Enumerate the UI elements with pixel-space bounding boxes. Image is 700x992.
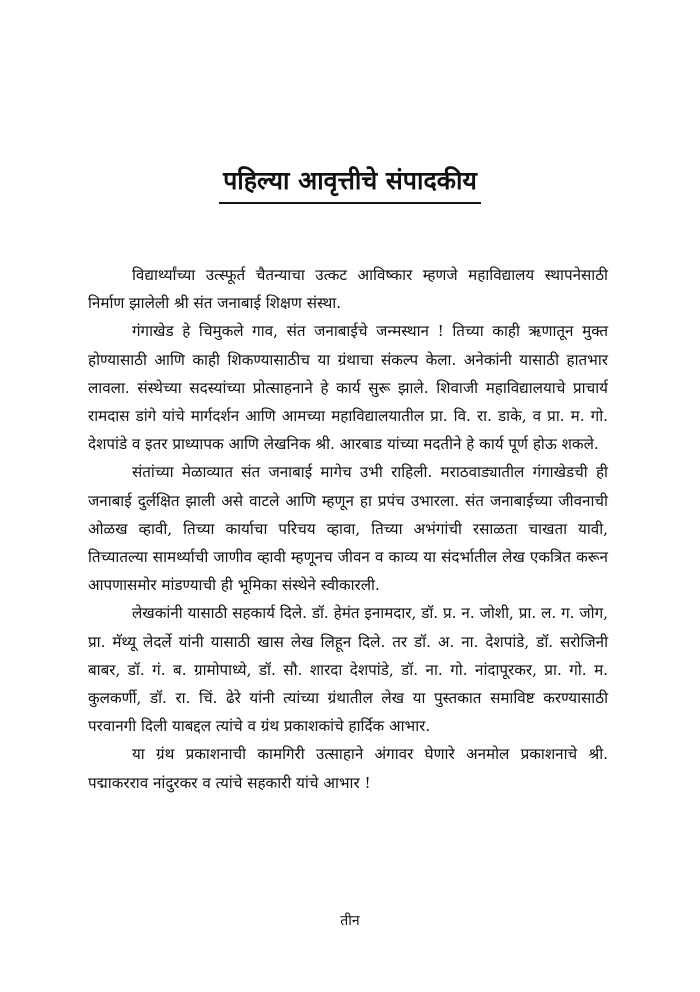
page-number: तीन — [340, 913, 360, 929]
paragraph-1: विद्यार्थ्यांच्या उत्स्फूर्त चैतन्याचा उत्कट आविष्कार म्हणजे महाविद्यालय स्थापनेसाठी निर्माण झालेली श्री संत जनाबाई शिक्षण संस्था. — [88, 266, 608, 313]
paragraph-5: या ग्रंथ प्रकाशनाची कामगिरी उत्साहाने अंगावर घेणारे अनमोल प्रकाशनाचे श्री. पद्माकरराव नांदुरकर व त्यांचे सहकारी यांचे आभार ! — [88, 745, 608, 792]
page-title: पहिल्या आवृत्तीचे संपादकीय — [219, 164, 481, 204]
paragraph-4: लेखकांनी यासाठी सहकार्य दिले. डॉ. हेमंत इनामदार, डॉ. प्र. न. जोशी, प्रा. ल. ग. जोग, प्रा. मॅथ्यू लेदर्ले यांनी यासाठी खास लेख लिहून दिले. तर डॉ. अ. ना. देशपांडे, डॉ. सरोजिनी बाबर, डॉ. गं. ब. ग्रामोपाध्ये, डॉ. सौ. शारदा देशपांडे, डॉ. ना. गो. नांदापूरकर, प्रा. गो. म. कुलकर्णी, डॉ. रा. चिं. ढेरे यांनी त्यांच्या ग्रंथातील लेख या पुस्तकात समाविष्ट करण्यासाठी परवानगी दिली याबद्दल त्यांचे व ग्रंथ प्रकाशकांचे हार्दिक आभार. — [88, 604, 608, 736]
paragraph-3: संतांच्या मेळाव्यात संत जनाबाई मागेच उभी राहिली. मराठवाड्यातील गंगाखेडची ही जनाबाई दुर्लक्षित झाली असे वाटले आणि म्हणून हा प्रपंच उभारला. संत जनाबाईच्या जीवनाची ओळख व्हावी, तिच्या कार्याचा परिचय व्हावा, तिच्या अभंगांची रसाळता चाखता यावी, तिच्यातल्या सामर्थ्याची जाणीव व्हावी म्हणूनच जीवन व काव्य या संदर्भातील लेख एकत्रित करून आपणासमोर मांडण्याची ही भूमिका संस्थेने स्वीकारली. — [88, 463, 608, 595]
title-container — [0, 164, 700, 204]
editorial-body — [88, 261, 608, 797]
paragraph-2: गंगाखेड हे चिमुकले गाव, संत जनाबाईचे जन्मस्थान ! तिच्या काही ऋणातून मुक्त होण्यासाठी आणि काही शिकण्यासाठीच या ग्रंथाचा संकल्प केला. अनेकांनी यासाठी हातभार लावला. संस्थेच्या सदस्यांच्या प्रोत्साहनाने हे कार्य सुरू झाले. शिवाजी महाविद्यालयाचे प्राचार्य रामदास डांगे यांचे मार्गदर्शन आणि आमच्या महाविद्यालयातील प्रा. वि. रा. डाके, व प्रा. म. गो. देशपांडे व इतर प्राध्यापक आणि लेखनिक श्री. आरबाड यांच्या मदतीने हे कार्य पूर्ण होऊ शकले. — [88, 322, 608, 454]
